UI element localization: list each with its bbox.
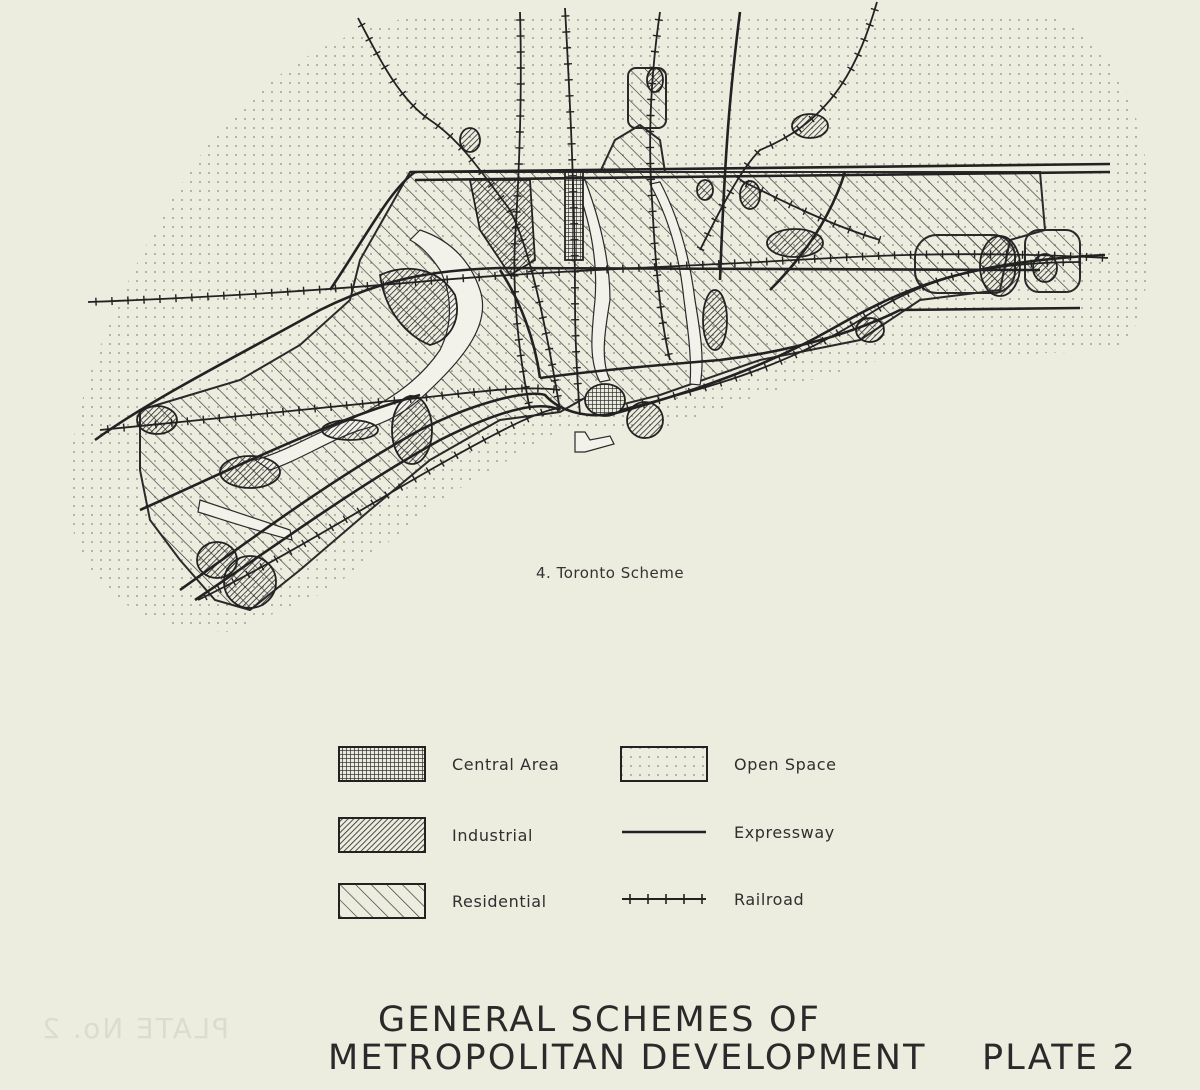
railroad-tick	[415, 278, 416, 286]
railroad-tick	[362, 400, 363, 408]
railroad-tick	[219, 414, 220, 422]
legend-label-industrial: Industrial	[452, 825, 534, 845]
railroad-tick	[511, 271, 512, 279]
railroad-tick	[512, 308, 520, 309]
railroad-tick	[267, 409, 268, 417]
railroad-tick	[330, 403, 331, 411]
railroad-tick	[431, 277, 432, 285]
railroad-tick	[123, 424, 124, 432]
railroad-tick	[655, 291, 663, 292]
legend-industrial	[338, 816, 533, 854]
railroad-tick	[303, 287, 304, 295]
railroad-tick	[139, 422, 140, 430]
railroad-tick	[554, 385, 555, 393]
railroad-tick	[378, 398, 379, 406]
railroad-tick	[479, 273, 480, 281]
show-through-plate-label: PLATE No. 2	[40, 1012, 230, 1045]
railroad-tick	[346, 401, 347, 409]
railroad-tick	[283, 408, 284, 416]
railroad-tick	[442, 392, 443, 400]
railroad-tick	[513, 323, 521, 324]
legend-expressway	[620, 813, 835, 851]
open-space-swatch	[620, 746, 708, 782]
railroad-tick	[394, 397, 395, 405]
railroad-tick	[108, 425, 109, 433]
waterfront-pier	[575, 432, 614, 452]
railroad-tick	[351, 283, 352, 291]
railroad-tick	[299, 406, 300, 414]
railroad-tick	[315, 405, 316, 413]
railroad-tick	[426, 393, 427, 401]
railroad-tick	[506, 385, 507, 393]
legend-open-space	[620, 745, 837, 783]
railroad-tick	[651, 51, 659, 52]
railroad-tick	[171, 419, 172, 427]
railroad-tick	[187, 417, 188, 425]
legend-central-area	[338, 745, 559, 783]
central-area-swatch	[338, 746, 426, 782]
railroad-tick	[575, 399, 583, 400]
railroad-tick	[463, 274, 464, 282]
railroad-tick	[203, 416, 204, 424]
railroad-tick	[649, 67, 657, 68]
legend-label-residential: Residential	[452, 891, 547, 911]
railroad-tick	[410, 395, 411, 403]
map-caption: 4. Toronto Scheme	[536, 564, 685, 582]
railroad-tick	[474, 388, 475, 396]
residential-swatch	[338, 883, 426, 919]
legend-residential	[338, 882, 547, 920]
legend-label-railroad: Railroad	[734, 889, 805, 909]
railroad-tick	[287, 288, 288, 296]
railroad-tick	[651, 243, 659, 244]
plate-number: PLATE 2	[982, 1038, 1137, 1078]
railroad-tick	[1015, 261, 1016, 269]
railroad-tick	[495, 272, 496, 280]
plate-title-line-2: METROPOLITAN DEVELOPMENT	[328, 1038, 927, 1078]
railroad-tick	[251, 411, 252, 419]
railroad-tick	[653, 275, 661, 276]
railroad-tick	[399, 280, 400, 288]
railroad-tick	[653, 35, 661, 36]
map-legend	[338, 745, 878, 925]
railroad-tick	[648, 83, 656, 84]
railroad-tick	[383, 281, 384, 289]
legend-railroad	[620, 880, 804, 918]
railroad-swatch	[620, 881, 708, 917]
railroad-tick	[447, 275, 448, 283]
railroad-tick	[574, 383, 582, 384]
legend-label-expressway: Expressway	[734, 822, 835, 842]
railroad-tick	[335, 284, 336, 292]
railroad-tick	[652, 259, 660, 260]
railroad-tick	[515, 339, 523, 340]
railroad-tick	[367, 282, 368, 290]
railroad-tick	[235, 412, 236, 420]
railroad-tick	[490, 387, 491, 395]
railroad-tick	[458, 390, 459, 398]
railroad-tick	[155, 420, 156, 428]
railroad-tick	[319, 286, 320, 294]
railroad-tick	[1031, 260, 1032, 268]
industrial-swatch	[338, 817, 426, 853]
legend-label-central-area: Central Area	[452, 754, 560, 774]
expressway-swatch	[620, 814, 708, 850]
legend-label-open-space: Open Space	[734, 754, 837, 774]
railroad-tick	[272, 289, 273, 297]
plate-title-line-1: GENERAL SCHEMES OF	[378, 1000, 822, 1040]
